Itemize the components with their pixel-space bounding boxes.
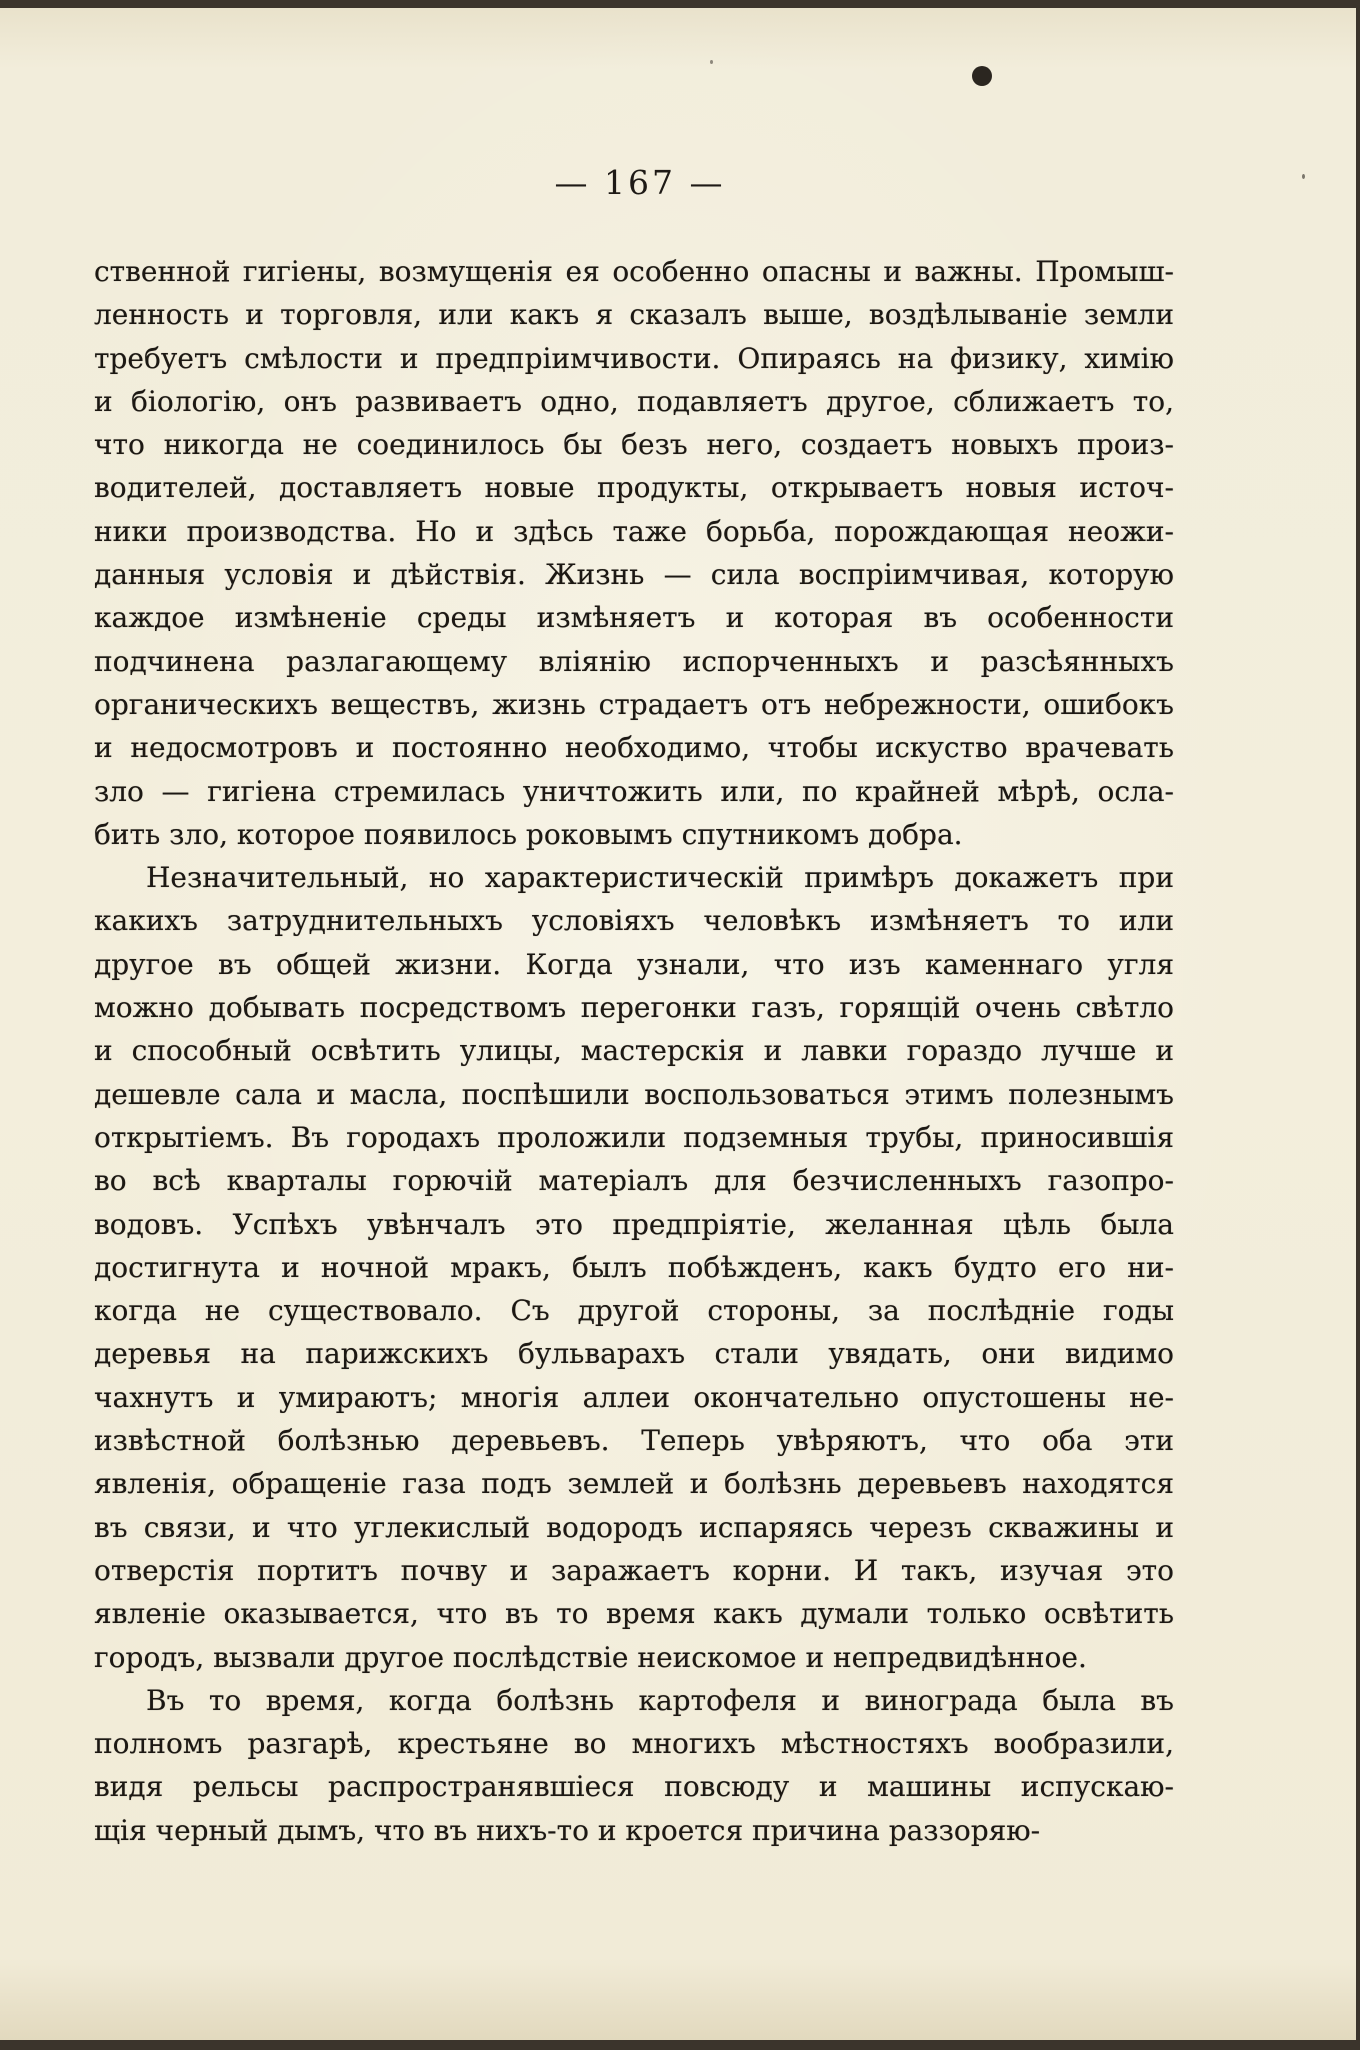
text-line: и біологію, онъ развиваетъ одно, подавляетъ другое, сближаетъ то, [94, 384, 1174, 418]
text-line: требуетъ смѣлости и предпріимчивости. Опираясь на физику, химію [94, 341, 1174, 375]
text-line: бить зло, которое появилось роковымъ спутникомъ добра. [94, 817, 963, 851]
text-line: что никогда не соединилось бы безъ него, создаетъ новыхъ произ- [94, 428, 1174, 462]
text-line: деревья на парижскихъ бульварахъ стали увядать, они видимо [94, 1337, 1174, 1371]
text-line: явленія, обращеніе газа подъ землей и болѣзнь деревьевъ находятся [94, 1467, 1174, 1501]
text-line: городъ, вызвали другое послѣдствіе неискомое и непредвидѣнное. [94, 1640, 1087, 1674]
text-line: водовъ. Успѣхъ увѣнчалъ это предпріятіе, желанная цѣль была [94, 1207, 1174, 1241]
page-number: — 167 — [554, 163, 726, 202]
text-line: подчинена разлагающему вліянію испорченныхъ и разсѣянныхъ [94, 644, 1174, 678]
text-line: органическихъ веществъ, жизнь страдаетъ отъ небрежности, ошибокъ [94, 687, 1174, 721]
paragraph [94, 856, 1174, 1679]
text-line: ники производства. Но и здѣсь таже борьба, порождающая неожи- [94, 514, 1174, 548]
text-line: чахнутъ и умираютъ; многія аллеи окончательно опустошены не- [94, 1380, 1174, 1414]
body-text [94, 250, 1174, 1852]
text-line: достигнута и ночной мракъ, былъ побѣжденъ, какъ будто его ни- [94, 1250, 1174, 1284]
text-line: каждое измѣненіе среды измѣняетъ и которая въ особенности [94, 601, 1174, 635]
text-line: явленіе оказывается, что въ то время какъ думали только освѣтить [94, 1597, 1174, 1631]
ink-blot [972, 66, 992, 86]
text-line: щія черный дымъ, что въ нихъ-то и кроется причина раззоряю- [94, 1813, 1041, 1847]
text-line: ленность и торговля, или какъ я сказалъ выше, воздѣлываніе земли [94, 298, 1174, 332]
ink-speck [710, 60, 713, 64]
text-line: зло — гигіена стремилась уничтожить или, по крайней мѣрѣ, осла- [94, 774, 1174, 808]
paragraph [94, 1679, 1174, 1852]
text-line: ственной гигіены, возмущенія ея особенно опасны и важны. Промыш- [94, 255, 1174, 288]
paragraph [94, 250, 1174, 856]
text-line: извѣстной болѣзнью деревьевъ. Теперь увѣряютъ, что оба эти [94, 1424, 1174, 1458]
text-line: во всѣ кварталы горючій матеріалъ для безчисленныхъ газопро- [94, 1164, 1174, 1198]
text-line: и недосмотровъ и постоянно необходимо, чтобы искуство врачевать [94, 731, 1174, 765]
text-line: Въ то время, когда болѣзнь картофеля и винограда была въ [146, 1683, 1174, 1717]
ink-speck [1302, 174, 1305, 179]
text-line: когда не существовало. Съ другой стороны, за послѣдніе годы [94, 1294, 1174, 1328]
text-line: какихъ затруднительныхъ условіяхъ человѣкъ измѣняетъ то или [94, 904, 1174, 938]
text-line: видя рельсы распространявшіеся повсюду и машины испускаю- [94, 1770, 1174, 1804]
text-line: и способный освѣтить улицы, мастерскія и лавки гораздо лучше и [94, 1034, 1174, 1068]
text-line: водителей, доставляетъ новые продукты, открываетъ новыя источ- [94, 471, 1174, 505]
text-line: отверстія портитъ почву и заражаетъ корни. И такъ, изучая это [94, 1553, 1174, 1587]
text-line: въ связи, и что углекислый водородъ испаряясь черезъ скважины и [94, 1510, 1174, 1544]
text-line: Незначительный, но характеристическій примѣръ докажетъ при [146, 861, 1174, 895]
text-line: открытіемъ. Въ городахъ проложили подземныя трубы, приносившія [94, 1120, 1174, 1154]
text-line: полномъ разгарѣ, крестьяне во многихъ мѣстностяхъ вообразили, [94, 1727, 1174, 1761]
text-line: другое въ общей жизни. Когда узнали, что изъ каменнаго угля [94, 947, 1174, 981]
text-line: данныя условія и дѣйствія. Жизнь — сила воспріимчивая, которую [94, 558, 1174, 592]
text-line: дешевле сала и масла, поспѣшили воспользоваться этимъ полезнымъ [94, 1077, 1174, 1111]
text-line: можно добывать посредствомъ перегонки газъ, горящій очень свѣтло [94, 991, 1174, 1025]
